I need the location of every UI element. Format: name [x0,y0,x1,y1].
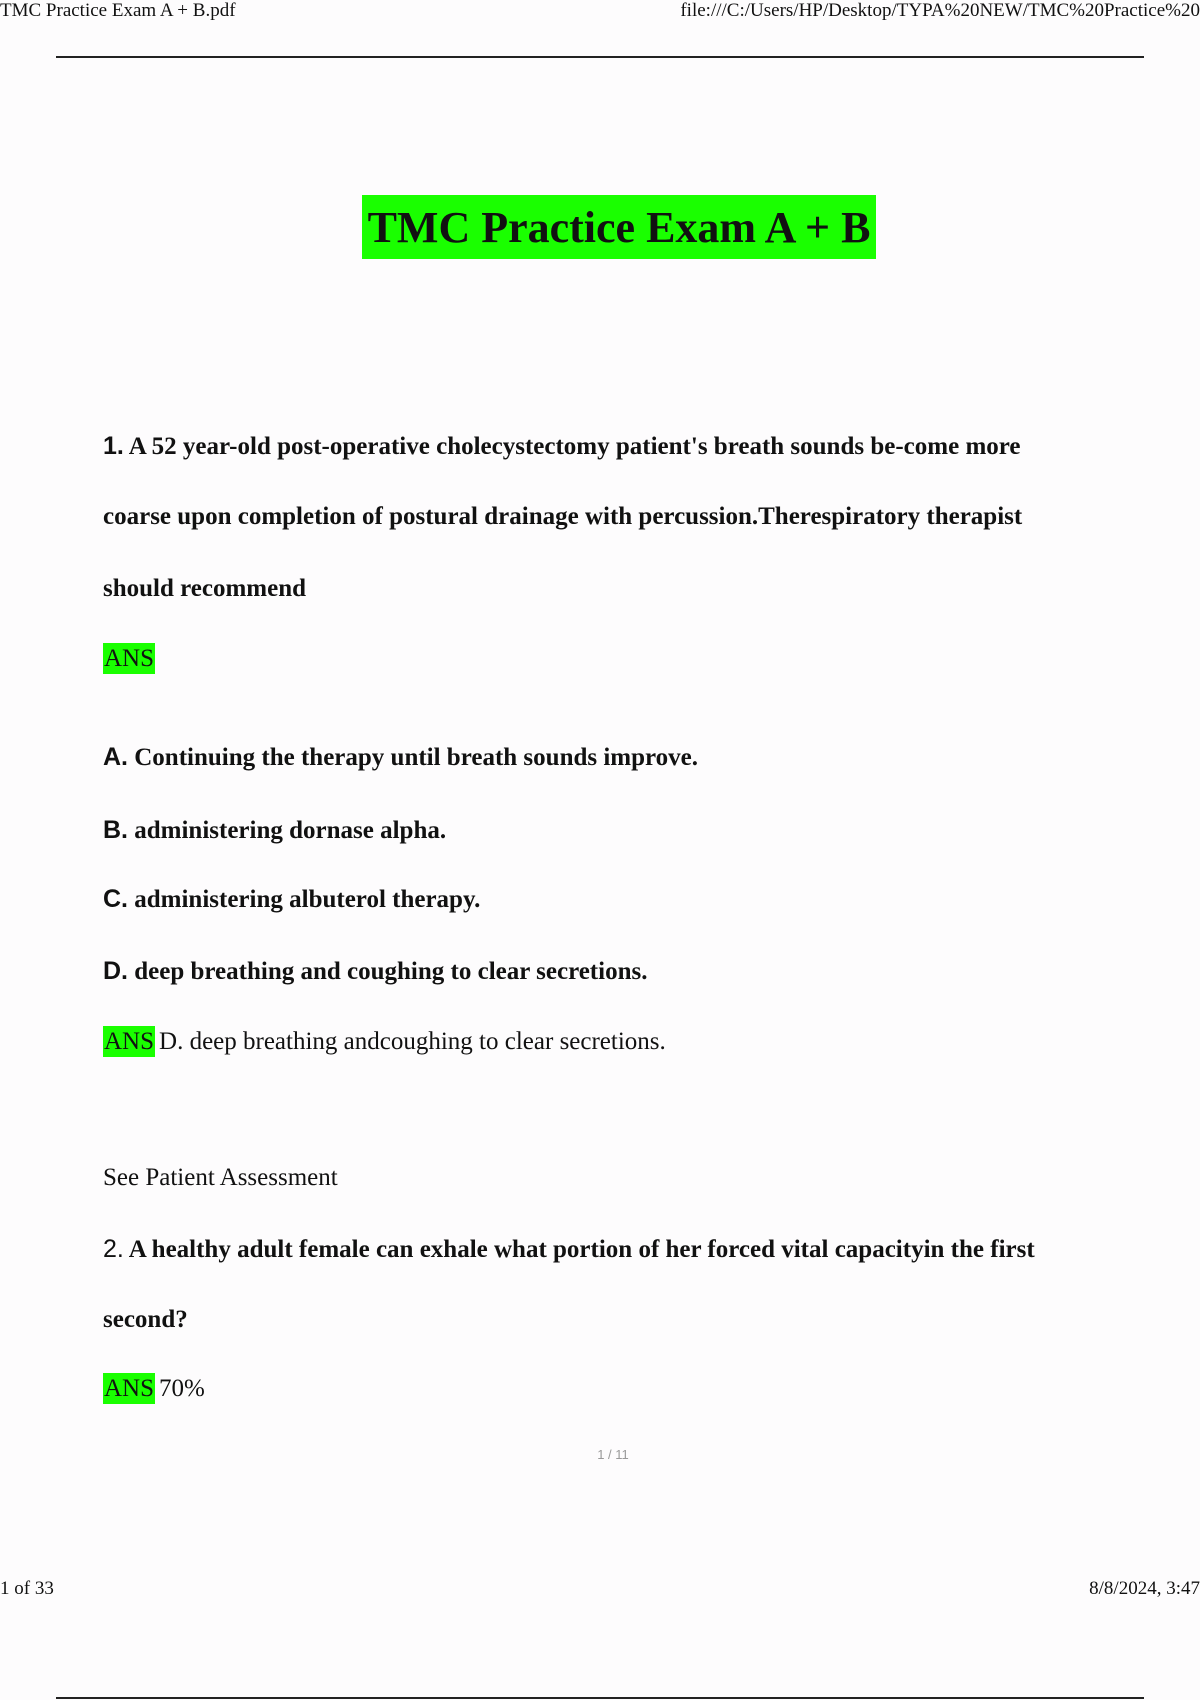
page-indicator: 1 / 11 [597,1447,629,1462]
file-path-url: file:///C:/Users/HP/Desktop/TYPA%20NEW/TMC%20Practice%20 [680,0,1200,21]
option-c [103,885,480,914]
option-a-text: Continuing the therapy until breath sounds improve. [134,744,699,771]
ans-highlight: ANS [104,1028,155,1055]
see-patient-assessment: See Patient Assessment [103,1164,338,1191]
question-1-text-line-2: coarse upon completion of postural drainage with percussion.Therespiratory therapist [103,503,1023,530]
header-divider [56,56,1144,58]
question-1-answer [103,1028,666,1056]
option-c-letter: C. [103,885,128,913]
question-1-text-line-1: A 52 year-old post-operative cholecystectomy patient's breath sounds be-come more [128,433,1021,460]
option-d-letter: D. [103,957,128,985]
option-b-text: administering dornase alpha. [134,817,447,844]
option-a [103,743,698,772]
question-1-answer-text: D. deep breathing andcoughing to clear secretions. [159,1028,666,1055]
option-d-text: deep breathing and coughing to clear secretions. [134,958,648,985]
print-page-count: 1 of 33 [0,1578,54,1599]
question-1-number: 1. [103,432,124,460]
question-1-line-1 [103,432,1021,461]
ans-highlight: ANS [104,645,155,672]
option-b-letter: B. [103,816,128,844]
question-2-text-line-1: A healthy adult female can exhale what portion of her forced vital capacityin the first [128,1236,1035,1263]
print-datetime: 8/8/2024, 3:47 [1089,1578,1200,1599]
question-2-line-1 [103,1235,1035,1264]
option-d [103,957,647,986]
ans-highlight: ANS [104,1375,155,1402]
footer-divider [56,1697,1144,1699]
question-1-ans-marker [103,645,155,673]
option-b [103,816,446,845]
question-2-number: 2. [103,1235,124,1263]
question-1-text-line-3: should recommend [103,575,307,602]
pdf-document-title: TMC Practice Exam A + B.pdf [0,0,236,21]
option-c-text: administering albuterol therapy. [134,886,481,913]
question-2-answer-text: 70% [159,1375,205,1402]
question-2-answer [103,1375,205,1403]
option-a-letter: A. [103,743,128,771]
exam-title: TMC Practice Exam A + B [362,195,876,259]
question-2-text-line-2: second? [103,1306,188,1333]
